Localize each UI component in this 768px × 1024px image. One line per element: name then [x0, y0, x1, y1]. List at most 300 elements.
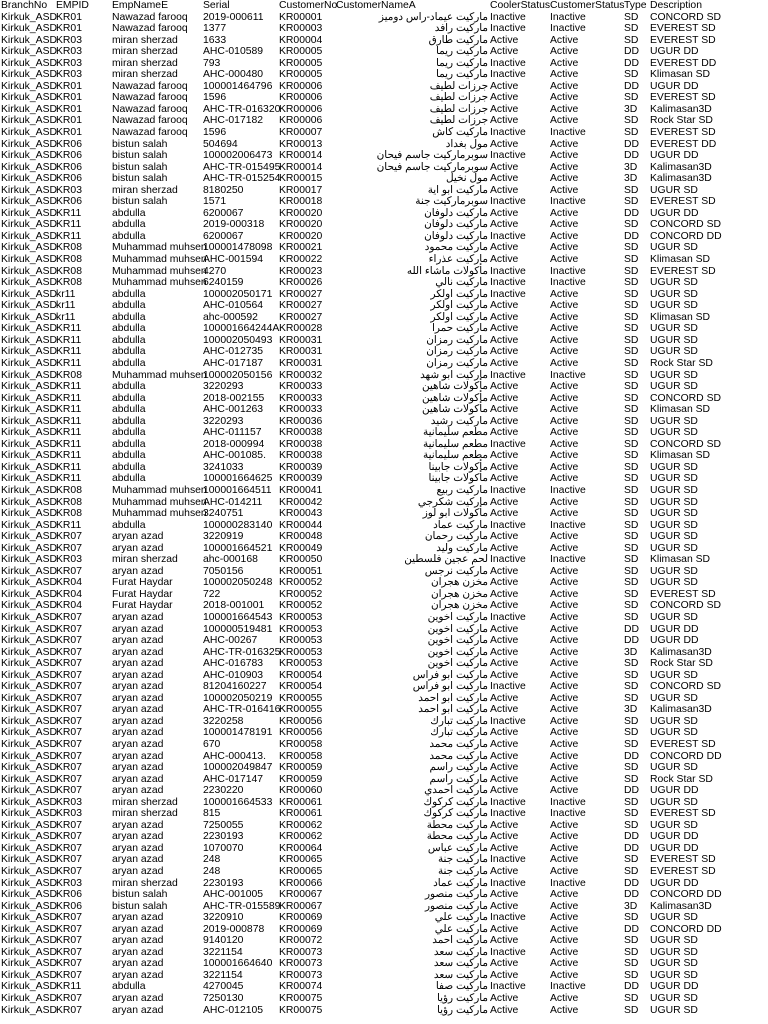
cell-customer-status[interactable]: Inactive: [550, 808, 586, 820]
cell-customer-no[interactable]: KR00059: [279, 773, 323, 785]
cell-cooler-status[interactable]: Active: [490, 404, 519, 416]
cell-cooler-status[interactable]: Active: [490, 900, 519, 912]
cell-empid[interactable]: KR03: [56, 877, 82, 889]
cell-serial[interactable]: 100001478098: [203, 242, 273, 254]
cell-customer-status[interactable]: Active: [550, 427, 579, 439]
cell-serial[interactable]: 4270: [203, 265, 227, 277]
cell-customer-name[interactable]: ماركيت منصور: [424, 889, 488, 901]
cell-customer-no[interactable]: KR00075: [279, 1004, 323, 1016]
cell-serial[interactable]: AHC-017187: [203, 357, 264, 369]
cell-serial[interactable]: 2018-002155: [203, 392, 265, 404]
cell-cooler-status[interactable]: Inactive: [490, 369, 526, 381]
cell-customer-status[interactable]: Active: [550, 739, 579, 750]
cell-customer-no[interactable]: KR00020: [279, 207, 323, 219]
cell-emp-name[interactable]: abdulla: [112, 323, 146, 335]
cell-customer-no[interactable]: KR00043: [279, 508, 323, 520]
cell-description[interactable]: UGUR SD: [650, 484, 698, 496]
cell-cooler-status[interactable]: Inactive: [490, 611, 526, 623]
cell-branch-no[interactable]: Kirkuk_ASD: [1, 346, 58, 358]
cell-customer-name[interactable]: جرزات لطيف: [429, 80, 488, 92]
cell-customer-no[interactable]: KR00020: [279, 219, 323, 231]
cell-customer-status[interactable]: Active: [550, 346, 579, 358]
cell-type[interactable]: SD: [624, 311, 639, 323]
cell-serial[interactable]: 2230193: [203, 831, 244, 843]
col-header-description[interactable]: Description: [650, 0, 702, 11]
cell-description[interactable]: CONCORD DD: [650, 230, 722, 242]
cell-customer-no[interactable]: KR00059: [279, 762, 323, 774]
cell-emp-name[interactable]: Muhammad muhsen: [112, 496, 207, 508]
table-row[interactable]: [0, 254, 768, 266]
cell-branch-no[interactable]: Kirkuk_ASD: [1, 334, 58, 346]
cell-cooler-status[interactable]: Active: [490, 496, 519, 508]
cell-serial[interactable]: 9140120: [203, 935, 244, 947]
cell-branch-no[interactable]: Kirkuk_ASD: [1, 958, 58, 970]
cell-cooler-status[interactable]: Active: [490, 531, 519, 543]
cell-serial[interactable]: AHC-001085.: [203, 450, 266, 462]
cell-emp-name[interactable]: Nawazad farooq: [112, 11, 188, 23]
cell-empid[interactable]: KR03: [56, 69, 82, 81]
table-row[interactable]: [0, 450, 768, 462]
cell-customer-no[interactable]: KR00006: [279, 80, 323, 92]
cell-empid[interactable]: KR11: [56, 981, 82, 993]
cell-cooler-status[interactable]: Inactive: [490, 715, 526, 727]
cell-customer-name[interactable]: ماركيت احمدي: [424, 785, 488, 797]
cell-customer-no[interactable]: KR00064: [279, 842, 323, 854]
cell-serial[interactable]: 248: [203, 866, 221, 878]
cell-cooler-status[interactable]: Active: [490, 254, 519, 266]
cell-customer-status[interactable]: Inactive: [550, 127, 586, 139]
cell-customer-no[interactable]: KR00027: [279, 300, 323, 312]
table-row[interactable]: [0, 196, 768, 208]
cell-branch-no[interactable]: Kirkuk_ASD: [1, 796, 58, 808]
cell-type[interactable]: SD: [624, 681, 639, 693]
cell-emp-name[interactable]: bistun salah: [112, 196, 168, 208]
cell-serial[interactable]: 100002050493: [203, 334, 273, 346]
cell-type[interactable]: DD: [624, 635, 640, 647]
cell-empid[interactable]: KR11: [56, 346, 82, 358]
cell-type[interactable]: SD: [624, 115, 639, 127]
cell-customer-status[interactable]: Active: [550, 854, 579, 866]
cell-customer-no[interactable]: KR00005: [279, 46, 323, 58]
cell-type[interactable]: SD: [624, 912, 639, 924]
cell-branch-no[interactable]: Kirkuk_ASD: [1, 808, 58, 820]
cell-emp-name[interactable]: abdulla: [112, 300, 146, 312]
table-row[interactable]: [0, 58, 768, 70]
cell-customer-no[interactable]: KR00001: [279, 11, 323, 23]
cell-cooler-status[interactable]: Inactive: [490, 277, 526, 289]
cell-customer-name[interactable]: ماركيت كركوك: [423, 796, 488, 808]
cell-customer-no[interactable]: KR00020: [279, 230, 323, 242]
cell-cooler-status[interactable]: Active: [490, 646, 519, 658]
cell-customer-no[interactable]: KR00062: [279, 819, 323, 831]
cell-type[interactable]: SD: [624, 404, 639, 416]
cell-emp-name[interactable]: bistun salah: [112, 889, 168, 901]
cell-customer-no[interactable]: KR00069: [279, 912, 323, 924]
cell-customer-no[interactable]: KR00031: [279, 334, 323, 346]
cell-customer-status[interactable]: Active: [550, 531, 579, 543]
cell-customer-no[interactable]: KR00055: [279, 692, 323, 704]
cell-customer-status[interactable]: Active: [550, 889, 579, 901]
cell-type[interactable]: SD: [624, 369, 639, 381]
cell-customer-name[interactable]: ماركيت تبارك: [430, 715, 488, 727]
cell-cooler-status[interactable]: Active: [490, 635, 519, 647]
cell-serial[interactable]: AHC-011157: [203, 427, 262, 439]
cell-cooler-status[interactable]: Active: [490, 658, 519, 670]
cell-branch-no[interactable]: Kirkuk_ASD: [1, 496, 58, 508]
cell-customer-name[interactable]: ماركيت علي: [434, 912, 488, 924]
cell-serial[interactable]: 3220258: [203, 715, 244, 727]
cell-empid[interactable]: KR11: [56, 438, 82, 450]
cell-customer-name[interactable]: جرزات لطيف: [429, 103, 488, 115]
cell-customer-status[interactable]: Inactive: [550, 484, 586, 496]
cell-serial[interactable]: ahc-000168: [203, 554, 258, 566]
cell-serial[interactable]: 2230220: [203, 785, 244, 797]
cell-emp-name[interactable]: bistun salah: [112, 150, 168, 162]
cell-customer-status[interactable]: Active: [550, 565, 579, 577]
cell-serial[interactable]: AHC-000413.: [203, 750, 266, 762]
table-row[interactable]: [0, 231, 768, 243]
cell-emp-name[interactable]: aryan azad: [112, 1004, 164, 1016]
cell-description[interactable]: Klimasan SD: [650, 311, 711, 323]
cell-customer-no[interactable]: KR00039: [279, 473, 323, 485]
cell-customer-name[interactable]: سوبرماركيت جنة: [415, 196, 488, 208]
cell-branch-no[interactable]: Kirkuk_ASD: [1, 519, 58, 531]
cell-type[interactable]: SD: [624, 715, 639, 727]
cell-customer-no[interactable]: KR00015: [279, 173, 323, 185]
cell-empid[interactable]: KR07: [56, 935, 82, 947]
cell-serial[interactable]: AHC-010903: [203, 669, 264, 681]
cell-branch-no[interactable]: Kirkuk_ASD: [1, 80, 58, 92]
cell-empid[interactable]: KR11: [56, 519, 82, 531]
cell-cooler-status[interactable]: Active: [490, 692, 519, 704]
cell-customer-status[interactable]: Active: [550, 150, 579, 162]
cell-emp-name[interactable]: Furat Haydar: [112, 588, 173, 600]
cell-empid[interactable]: KR07: [56, 946, 82, 958]
cell-type[interactable]: SD: [624, 34, 639, 46]
cell-customer-status[interactable]: Active: [550, 57, 579, 69]
cell-empid[interactable]: KR08: [56, 277, 82, 289]
cell-description[interactable]: UGUR DD: [650, 623, 699, 635]
table-row[interactable]: [0, 289, 768, 301]
cell-empid[interactable]: KR11: [56, 392, 82, 404]
cell-customer-status[interactable]: Active: [550, 900, 579, 912]
cell-cooler-status[interactable]: Active: [490, 623, 519, 635]
cell-description[interactable]: CONCORD SD: [650, 681, 722, 693]
cell-branch-no[interactable]: Kirkuk_ASD: [1, 750, 58, 762]
cell-type[interactable]: SD: [624, 554, 639, 566]
cell-description[interactable]: UGUR DD: [650, 150, 699, 162]
cell-branch-no[interactable]: Kirkuk_ASD: [1, 161, 58, 173]
cell-customer-name[interactable]: ماركيت سعد: [433, 958, 488, 970]
cell-description[interactable]: UGUR DD: [650, 80, 699, 92]
cell-branch-no[interactable]: Kirkuk_ASD: [1, 34, 58, 46]
cell-branch-no[interactable]: Kirkuk_ASD: [1, 438, 58, 450]
cell-description[interactable]: CONCORD DD: [650, 750, 722, 762]
cell-type[interactable]: SD: [624, 473, 639, 485]
cell-description[interactable]: UGUR SD: [650, 323, 698, 335]
cell-cooler-status[interactable]: Active: [490, 842, 519, 854]
cell-emp-name[interactable]: abdulla: [112, 357, 146, 369]
cell-customer-name[interactable]: ماركيت دلوفان: [424, 207, 488, 219]
cell-cooler-status[interactable]: Inactive: [490, 681, 526, 693]
cell-type[interactable]: SD: [624, 854, 639, 866]
cell-emp-name[interactable]: Nawazad farooq: [112, 92, 188, 104]
cell-customer-no[interactable]: KR00074: [279, 981, 323, 993]
cell-empid[interactable]: KR06: [56, 889, 82, 901]
cell-branch-no[interactable]: Kirkuk_ASD: [1, 392, 58, 404]
cell-customer-status[interactable]: Active: [550, 219, 579, 231]
table-row[interactable]: [0, 635, 768, 647]
cell-customer-name[interactable]: ماركيت صفا: [435, 981, 488, 993]
cell-type[interactable]: SD: [624, 519, 639, 531]
cell-type[interactable]: SD: [624, 993, 639, 1005]
cell-description[interactable]: UGUR DD: [650, 831, 699, 843]
cell-serial[interactable]: 3221154: [203, 946, 243, 958]
table-row[interactable]: [0, 808, 768, 820]
cell-cooler-status[interactable]: Active: [490, 300, 519, 312]
cell-customer-name[interactable]: ماركيت احمد: [432, 935, 488, 947]
cell-customer-status[interactable]: Active: [550, 923, 579, 935]
cell-customer-no[interactable]: KR00031: [279, 357, 323, 369]
cell-type[interactable]: SD: [624, 542, 639, 554]
cell-empid[interactable]: KR04: [56, 577, 82, 589]
table-row[interactable]: [0, 346, 768, 358]
cell-type[interactable]: SD: [624, 658, 639, 670]
cell-customer-status[interactable]: Active: [550, 103, 579, 115]
cell-empid[interactable]: KR07: [56, 993, 82, 1005]
cell-customer-no[interactable]: KR00075: [279, 993, 323, 1005]
cell-cooler-status[interactable]: Active: [490, 173, 519, 185]
cell-emp-name[interactable]: aryan azad: [112, 623, 164, 635]
cell-empid[interactable]: KR06: [56, 150, 82, 162]
cell-emp-name[interactable]: aryan azad: [112, 969, 164, 981]
cell-serial[interactable]: AHC-010589: [203, 46, 264, 58]
cell-type[interactable]: SD: [624, 242, 639, 254]
cell-branch-no[interactable]: Kirkuk_ASD: [1, 184, 58, 196]
cell-type[interactable]: SD: [624, 946, 639, 958]
cell-empid[interactable]: KR07: [56, 635, 82, 647]
cell-branch-no[interactable]: Kirkuk_ASD: [1, 427, 58, 439]
cell-cooler-status[interactable]: Active: [490, 819, 519, 831]
cell-customer-no[interactable]: KR00038: [279, 450, 323, 462]
cell-empid[interactable]: KR07: [56, 542, 82, 554]
cell-customer-no[interactable]: KR00017: [279, 184, 323, 196]
cell-customer-status[interactable]: Active: [550, 161, 579, 173]
cell-cooler-status[interactable]: Active: [490, 357, 519, 369]
cell-cooler-status[interactable]: Active: [490, 219, 519, 231]
cell-empid[interactable]: kr11: [56, 311, 76, 323]
cell-serial[interactable]: AHC-001263: [203, 404, 264, 416]
cell-type[interactable]: DD: [624, 750, 640, 762]
cell-serial[interactable]: AHC-017182: [203, 115, 264, 127]
cell-type[interactable]: DD: [624, 57, 640, 69]
cell-cooler-status[interactable]: Active: [490, 727, 519, 739]
cell-customer-no[interactable]: KR00006: [279, 115, 323, 127]
cell-customer-status[interactable]: Inactive: [550, 877, 586, 889]
cell-serial[interactable]: 7050156: [203, 565, 244, 577]
cell-customer-name[interactable]: ماركيت راسم: [429, 773, 488, 785]
cell-description[interactable]: UGUR SD: [650, 369, 698, 381]
cell-customer-name[interactable]: ماركيت سعد: [433, 969, 488, 981]
cell-empid[interactable]: KR08: [56, 265, 82, 277]
cell-branch-no[interactable]: Kirkuk_ASD: [1, 196, 58, 208]
cell-customer-status[interactable]: Inactive: [550, 369, 586, 381]
cell-customer-no[interactable]: KR00005: [279, 57, 323, 69]
cell-customer-no[interactable]: KR00052: [279, 600, 323, 612]
cell-customer-name[interactable]: ماركيت ابو فراس: [412, 681, 488, 693]
cell-serial[interactable]: 81204160227: [203, 681, 267, 693]
cell-serial[interactable]: 100001478191: [203, 727, 273, 739]
cell-customer-status[interactable]: Inactive: [550, 277, 586, 289]
cell-type[interactable]: SD: [624, 588, 639, 600]
cell-customer-no[interactable]: KR00065: [279, 866, 323, 878]
cell-customer-no[interactable]: KR00065: [279, 854, 323, 866]
cell-type[interactable]: SD: [624, 692, 639, 704]
cell-emp-name[interactable]: aryan azad: [112, 958, 164, 970]
cell-cooler-status[interactable]: Active: [490, 831, 519, 843]
cell-cooler-status[interactable]: Inactive: [490, 484, 526, 496]
cell-empid[interactable]: KR03: [56, 184, 82, 196]
cell-description[interactable]: UGUR DD: [650, 46, 699, 58]
cell-description[interactable]: EVEREST SD: [650, 23, 716, 35]
cell-customer-name[interactable]: مول بغداد: [445, 138, 488, 150]
cell-branch-no[interactable]: Kirkuk_ASD: [1, 542, 58, 554]
table-row[interactable]: [0, 1005, 768, 1017]
cell-description[interactable]: EVEREST SD: [650, 196, 716, 208]
cell-customer-no[interactable]: KR00055: [279, 704, 323, 716]
cell-customer-name[interactable]: ماركيت رمزان: [426, 346, 488, 358]
cell-customer-status[interactable]: Active: [550, 392, 579, 404]
cell-cooler-status[interactable]: Active: [490, 1004, 519, 1016]
cell-emp-name[interactable]: abdulla: [112, 450, 146, 462]
cell-customer-name[interactable]: مأكولات شاهين: [421, 404, 488, 416]
cell-customer-name[interactable]: ماركيت رحمان: [424, 531, 488, 543]
cell-customer-status[interactable]: Active: [550, 623, 579, 635]
cell-branch-no[interactable]: Kirkuk_ASD: [1, 646, 58, 658]
cell-emp-name[interactable]: aryan azad: [112, 542, 164, 554]
cell-customer-status[interactable]: Active: [550, 785, 579, 797]
cell-customer-no[interactable]: KR00049: [279, 542, 323, 554]
cell-customer-name[interactable]: ماركيت اولكر: [430, 288, 488, 300]
cell-cooler-status[interactable]: Inactive: [490, 946, 526, 958]
cell-empid[interactable]: KR07: [56, 866, 82, 878]
cell-cooler-status[interactable]: Active: [490, 392, 519, 404]
cell-branch-no[interactable]: Kirkuk_ASD: [1, 242, 58, 254]
cell-serial[interactable]: 670: [203, 739, 221, 750]
cell-emp-name[interactable]: abdulla: [112, 519, 146, 531]
cell-cooler-status[interactable]: Inactive: [490, 196, 526, 208]
col-header-empid[interactable]: EMPID: [56, 0, 89, 11]
cell-customer-no[interactable]: KR00060: [279, 785, 323, 797]
cell-cooler-status[interactable]: Active: [490, 415, 519, 427]
cell-serial[interactable]: 2230193: [203, 877, 244, 889]
cell-type[interactable]: DD: [624, 981, 640, 993]
cell-cooler-status[interactable]: Active: [490, 184, 519, 196]
cell-cooler-status[interactable]: Active: [490, 669, 519, 681]
cell-emp-name[interactable]: abdulla: [112, 427, 146, 439]
cell-serial[interactable]: 3240751: [203, 508, 244, 520]
cell-empid[interactable]: KR07: [56, 773, 82, 785]
cell-description[interactable]: Klimasan SD: [650, 254, 711, 266]
cell-serial[interactable]: 7250055: [203, 819, 244, 831]
cell-cooler-status[interactable]: Inactive: [490, 23, 526, 35]
cell-type[interactable]: SD: [624, 611, 639, 623]
cell-emp-name[interactable]: aryan azad: [112, 715, 164, 727]
table-row[interactable]: [0, 716, 768, 728]
table-row[interactable]: [0, 173, 768, 185]
cell-empid[interactable]: KR04: [56, 600, 82, 612]
table-row[interactable]: [0, 704, 768, 716]
cell-customer-no[interactable]: KR00058: [279, 739, 323, 750]
cell-description[interactable]: UGUR SD: [650, 542, 698, 554]
cell-branch-no[interactable]: Kirkuk_ASD: [1, 288, 58, 300]
cell-customer-name[interactable]: ماركيت جنة: [437, 854, 488, 866]
cell-type[interactable]: DD: [624, 207, 640, 219]
cell-customer-name[interactable]: ماركيت عيماد-راس دوميز: [378, 11, 488, 23]
cell-empid[interactable]: KR07: [56, 842, 82, 854]
cell-cooler-status[interactable]: Inactive: [490, 796, 526, 808]
cell-cooler-status[interactable]: Active: [490, 739, 519, 750]
cell-customer-status[interactable]: Active: [550, 692, 579, 704]
cell-customer-no[interactable]: KR00027: [279, 288, 323, 300]
cell-customer-status[interactable]: Active: [550, 1004, 579, 1016]
table-row[interactable]: [0, 566, 768, 578]
table-row[interactable]: [0, 370, 768, 382]
cell-customer-status[interactable]: Active: [550, 357, 579, 369]
cell-description[interactable]: Kalimasan3D: [650, 103, 712, 115]
cell-branch-no[interactable]: Kirkuk_ASD: [1, 300, 58, 312]
cell-customer-name[interactable]: ماركيت عماد: [433, 877, 488, 889]
cell-empid[interactable]: KR07: [56, 854, 82, 866]
cell-serial[interactable]: 100002050156: [203, 369, 273, 381]
cell-empid[interactable]: KR07: [56, 727, 82, 739]
cell-type[interactable]: SD: [624, 392, 639, 404]
cell-serial[interactable]: 1070070: [203, 842, 244, 854]
cell-type[interactable]: 3D: [624, 161, 638, 173]
cell-customer-status[interactable]: Active: [550, 635, 579, 647]
cell-customer-status[interactable]: Active: [550, 611, 579, 623]
cell-description[interactable]: UGUR SD: [650, 715, 698, 727]
cell-customer-no[interactable]: KR00067: [279, 900, 323, 912]
cell-customer-name[interactable]: مخزن هجران: [431, 588, 488, 600]
table-row[interactable]: [0, 150, 768, 162]
cell-branch-no[interactable]: Kirkuk_ASD: [1, 115, 58, 127]
cell-customer-no[interactable]: KR00026: [279, 277, 323, 289]
cell-description[interactable]: UGUR DD: [650, 877, 699, 889]
cell-customer-status[interactable]: Active: [550, 750, 579, 762]
cell-customer-no[interactable]: KR00053: [279, 611, 323, 623]
cell-customer-name[interactable]: ماركيت منصور: [424, 900, 488, 912]
cell-description[interactable]: UGUR SD: [650, 912, 698, 924]
cell-empid[interactable]: KR07: [56, 704, 82, 716]
cell-customer-status[interactable]: Active: [550, 508, 579, 520]
cell-customer-status[interactable]: Active: [550, 496, 579, 508]
cell-cooler-status[interactable]: Active: [490, 473, 519, 485]
cell-empid[interactable]: KR06: [56, 138, 82, 150]
cell-description[interactable]: UGUR SD: [650, 288, 698, 300]
cell-description[interactable]: UGUR SD: [650, 565, 698, 577]
cell-customer-no[interactable]: KR00013: [279, 138, 323, 150]
cell-empid[interactable]: KR08: [56, 496, 82, 508]
cell-description[interactable]: EVEREST DD: [650, 138, 717, 150]
cell-cooler-status[interactable]: Active: [490, 762, 519, 774]
cell-customer-status[interactable]: Inactive: [550, 265, 586, 277]
cell-branch-no[interactable]: Kirkuk_ASD: [1, 103, 58, 115]
cell-customer-name[interactable]: ماركيت اخوين: [427, 635, 488, 647]
cell-type[interactable]: 3D: [624, 646, 638, 658]
cell-emp-name[interactable]: abdulla: [112, 473, 146, 485]
table-row[interactable]: [0, 947, 768, 959]
